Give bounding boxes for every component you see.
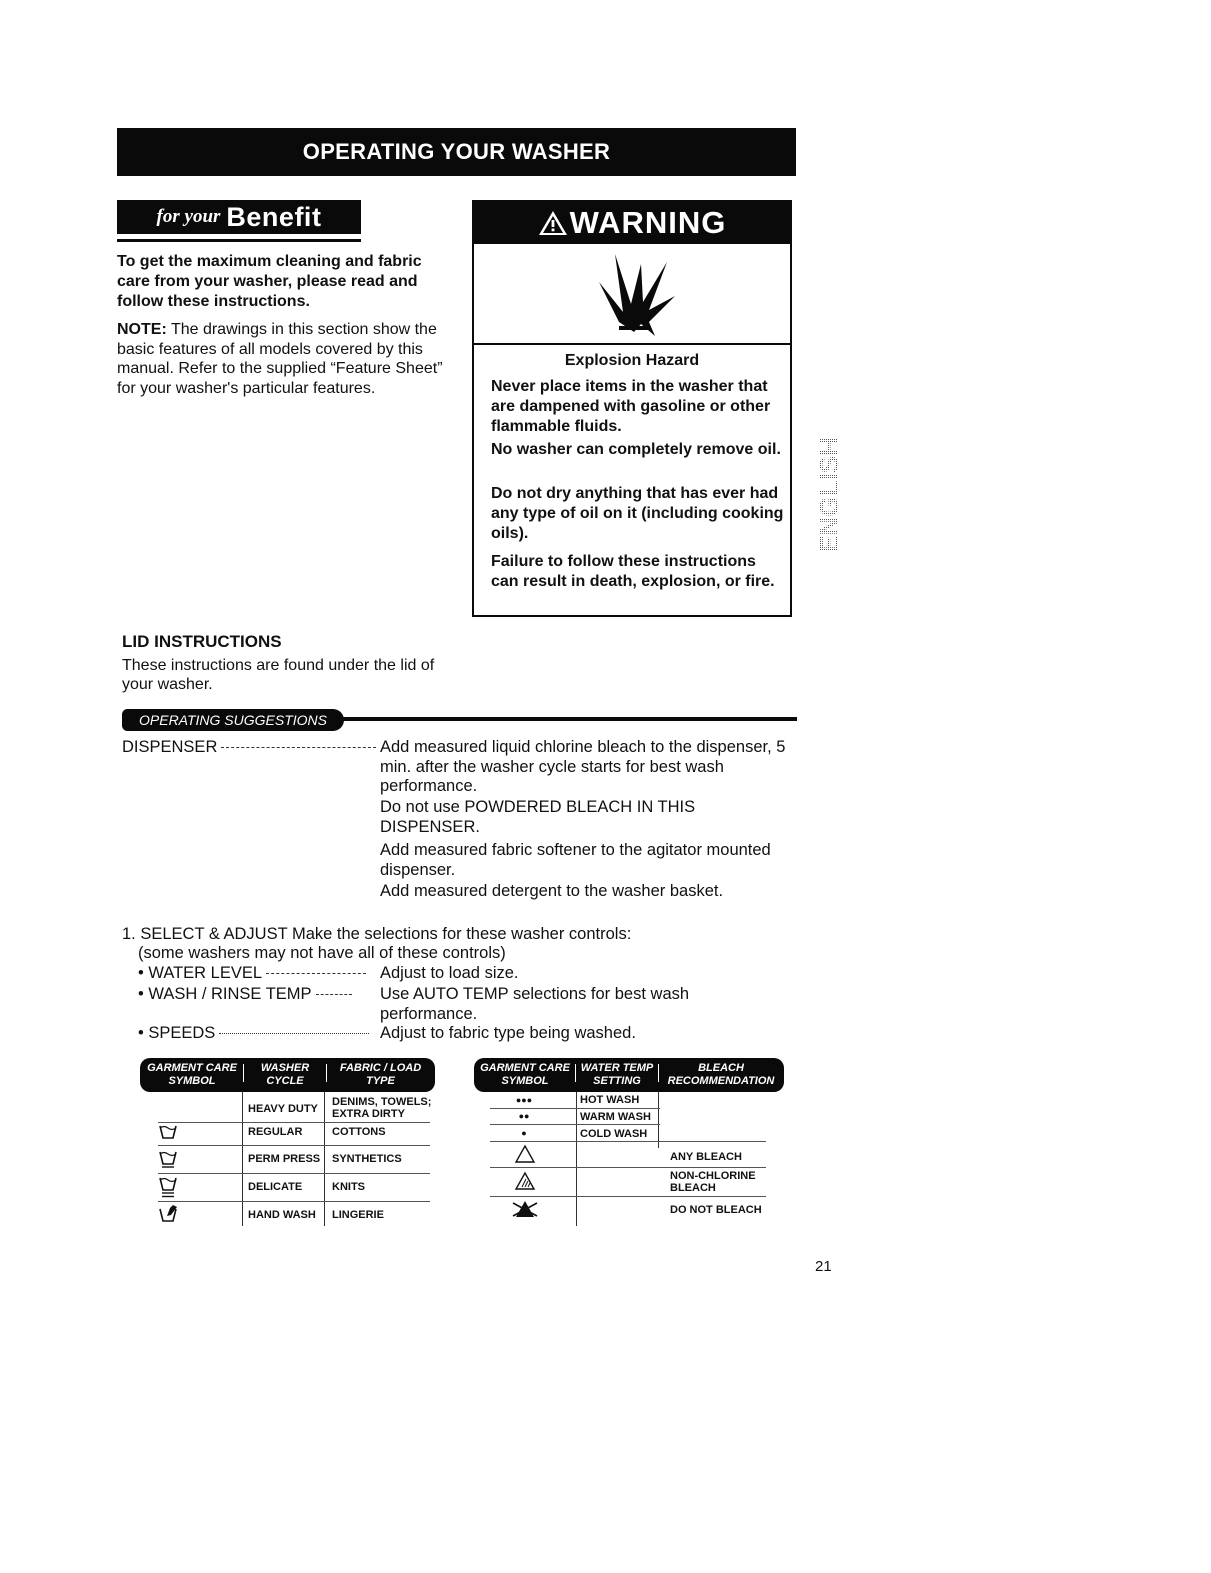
dispenser-label	[122, 738, 376, 758]
table-header-cell: BLEACH RECOMMENDATION	[667, 1062, 775, 1087]
table-cell: HAND WASH	[248, 1209, 316, 1221]
row-divider	[490, 1108, 660, 1109]
temp-dots: ●	[521, 1128, 527, 1138]
table-header-cell: WASHER CYCLE	[260, 1062, 310, 1087]
warning-triangle-icon	[538, 209, 568, 237]
benefit-intro: To get the maximum cleaning and fabric care from your washer, please read and follow these instructions.	[117, 253, 422, 310]
dispenser-text-4: Add measured detergent to the washer basket.	[380, 882, 724, 900]
step-1-line-1: 1. SELECT & ADJUST Make the selections for these washer controls:	[122, 925, 632, 943]
wash-tub-icon	[158, 1123, 178, 1141]
table-header-cell: FABRIC / LOAD TYPE	[339, 1062, 422, 1087]
table-header-cell: GARMENT CARE SYMBOL	[147, 1062, 237, 1087]
warning-header-text: WARNING	[569, 205, 727, 240]
page-number: 21	[815, 1258, 832, 1275]
row-divider	[490, 1196, 766, 1197]
explosion-icon	[589, 252, 679, 338]
warning-box	[472, 200, 792, 617]
table-cell: SYNTHETICS	[332, 1153, 402, 1165]
note-text: The drawings in this section show the basic features of all models covered by this manual. Refer to the supplied “Feature Sheet” for your washer's particular features.	[117, 321, 443, 397]
row-divider	[490, 1124, 660, 1125]
triangle-icon	[514, 1144, 536, 1164]
hand-wash-icon	[158, 1204, 180, 1224]
control-item-label	[138, 964, 366, 984]
row-divider	[158, 1201, 430, 1202]
lid-instructions-title: LID INSTRUCTIONS	[122, 632, 282, 651]
language-tab-label: ENGLISH	[814, 437, 844, 553]
table-cell: HOT WASH	[580, 1094, 640, 1106]
column-divider	[576, 1092, 577, 1226]
column-divider	[242, 1092, 243, 1226]
table-cell: PERM PRESS	[248, 1153, 321, 1165]
table-cell: HEAVY DUTY	[248, 1103, 318, 1115]
control-item-label-text: • WASH / RINSE TEMP	[138, 985, 312, 1003]
table-cell: REGULAR	[248, 1126, 303, 1138]
table-cell: LINGERIE	[332, 1209, 384, 1221]
column-divider	[658, 1092, 659, 1148]
suggestions-label: OPERATING SUGGESTIONS	[122, 709, 344, 731]
dispenser-label-text: DISPENSER	[122, 738, 218, 756]
warning-title: Explosion Hazard	[564, 352, 700, 369]
benefit-badge-word: Benefit	[226, 201, 322, 232]
water-temp-bleach-table	[474, 1058, 784, 1226]
step-1-line-2: (some washers may not have all of these controls)	[138, 944, 506, 962]
dispenser-text-2: Do not use POWDERED BLEACH IN THIS DISPENSER.	[380, 798, 696, 836]
benefit-underline	[117, 239, 361, 242]
row-divider	[158, 1145, 430, 1146]
table-cell: DENIMS, TOWELS; EXTRA DIRTY	[332, 1096, 432, 1120]
lid-instructions-text: These instructions are found under the lid of your washer.	[122, 657, 435, 693]
triangle-striped-icon	[514, 1171, 536, 1191]
warning-header	[474, 202, 790, 244]
warning-paragraph-4: Failure to follow these instructions can result in death, explosion, or fire.	[491, 553, 775, 590]
temp-dots: ●●	[518, 1111, 530, 1121]
control-item-text: Adjust to load size.	[380, 964, 519, 982]
table-header-cell: WATER TEMP SETTING	[580, 1062, 654, 1087]
dispenser-text-1: Add measured liquid chlorine bleach to the dispenser, 5 min. after the washer cycle starts for best wash performance.	[380, 738, 786, 795]
dispenser-text-3: Add measured fabric softener to the agitator mounted dispenser.	[380, 841, 771, 879]
table-cell: DELICATE	[248, 1181, 303, 1193]
table-cell: WARM WASH	[580, 1111, 651, 1123]
table-header	[140, 1058, 435, 1092]
row-divider	[158, 1173, 430, 1174]
row-divider	[158, 1122, 430, 1123]
benefit-badge	[117, 200, 361, 234]
control-item-label	[138, 985, 352, 1005]
note-label: NOTE:	[117, 321, 167, 338]
washer-cycle-table	[140, 1058, 435, 1226]
warning-paragraph-1: Never place items in the washer that are dampened with gasoline or other flammable fluids.	[491, 378, 771, 435]
control-item-label-text: • WATER LEVEL	[138, 964, 263, 982]
row-divider	[490, 1167, 766, 1168]
warning-separator	[474, 343, 790, 345]
control-item-text: Use AUTO TEMP selections for best wash performance.	[380, 985, 690, 1023]
table-cell: COTTONS	[332, 1126, 386, 1138]
table-cell: NON-CHLORINE BLEACH	[670, 1170, 756, 1194]
benefit-note	[117, 320, 452, 398]
table-cell: ANY BLEACH	[670, 1151, 742, 1163]
temp-dots: ●●●	[515, 1095, 533, 1105]
table-header-cell: GARMENT CARE SYMBOL	[480, 1062, 570, 1087]
row-divider	[490, 1141, 766, 1142]
control-item-label	[138, 1024, 369, 1044]
table-cell: COLD WASH	[580, 1128, 648, 1140]
warning-paragraph-2: No washer can completely remove oil.	[491, 441, 781, 458]
wash-tub-delicate-icon	[158, 1175, 178, 1199]
wash-tub-perm-icon	[158, 1149, 178, 1169]
benefit-badge-prefix: for your	[156, 206, 221, 227]
warning-paragraph-3: Do not dry anything that has ever had any type of oil on it (including cooking oils).	[491, 485, 784, 542]
table-cell: KNITS	[332, 1181, 365, 1193]
language-tab	[814, 408, 844, 582]
section-header: OPERATING YOUR WASHER	[117, 128, 796, 176]
control-item-text: Adjust to fabric type being washed.	[380, 1024, 636, 1042]
table-cell: DO NOT BLEACH	[670, 1204, 762, 1216]
table-header	[474, 1058, 784, 1092]
control-item-label-text: • SPEEDS	[138, 1024, 216, 1042]
column-divider	[324, 1092, 325, 1226]
triangle-crossed-icon	[510, 1199, 540, 1219]
